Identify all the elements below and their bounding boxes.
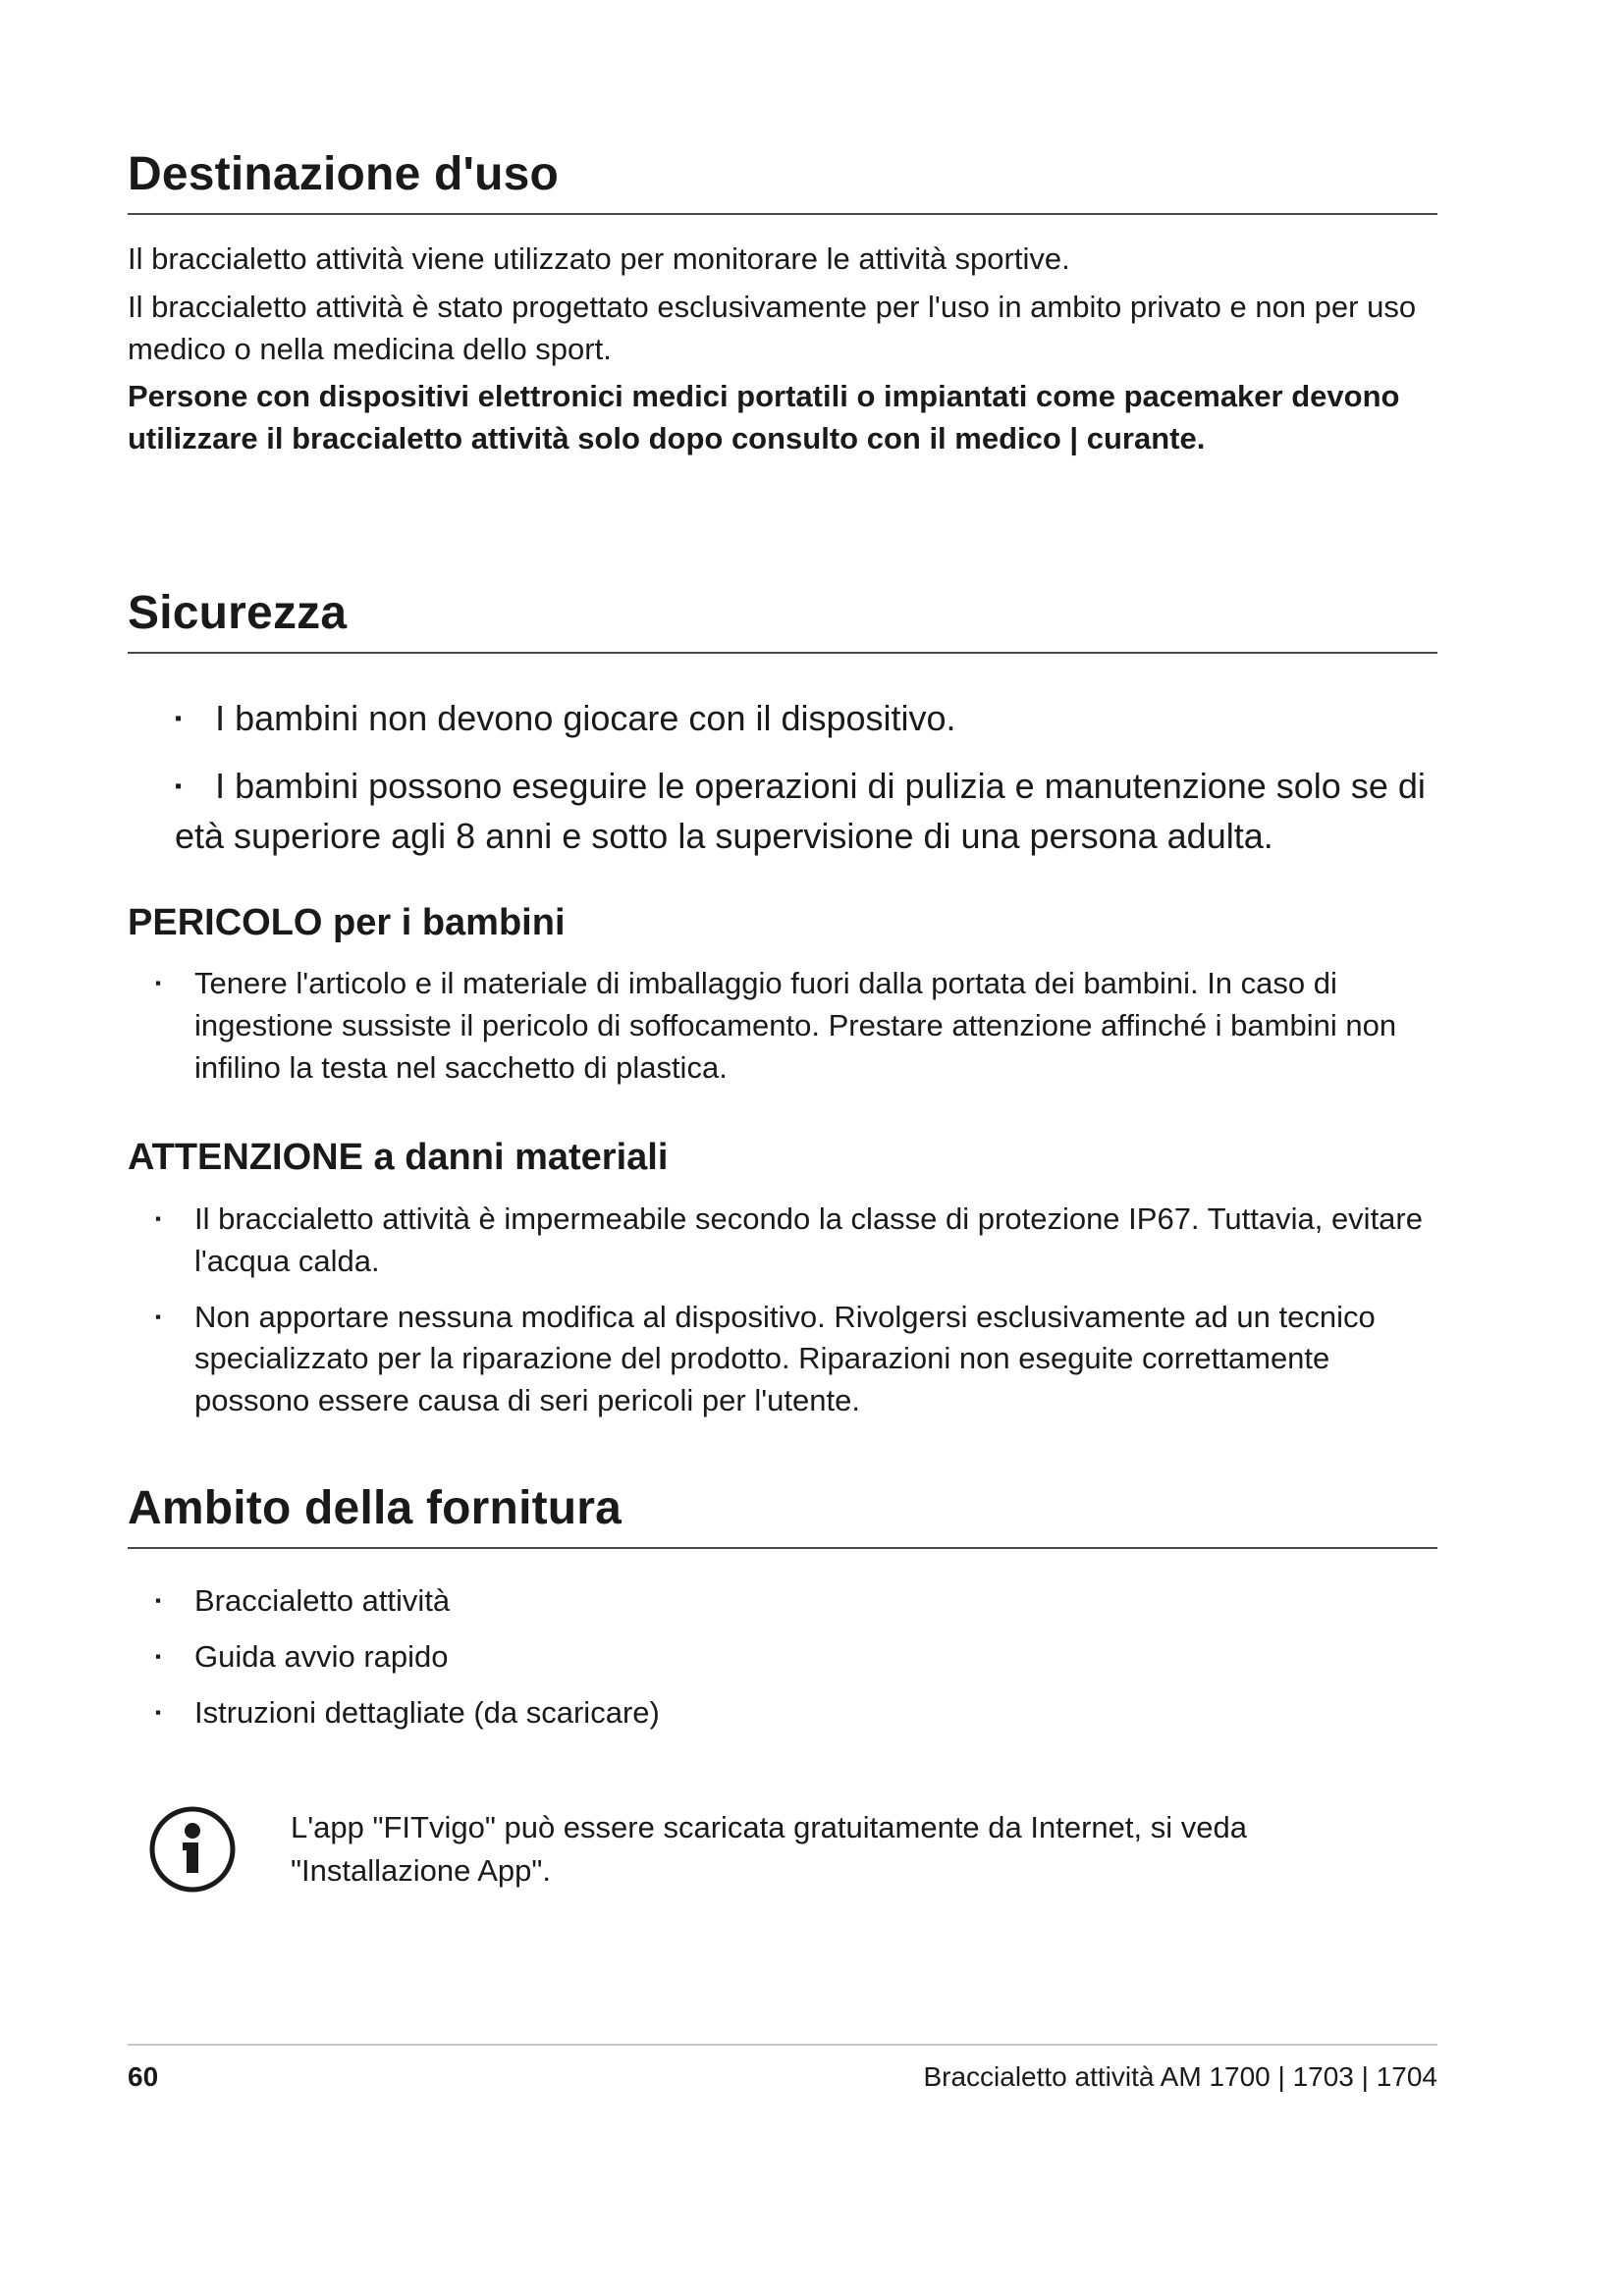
list-item-text: I bambini possono eseguire le operazioni di pulizia e manutenzione solo se di età superiore agli 8 anni e sotto la supervisione di una persona adulta. [175, 766, 1426, 857]
bullet-icon: ▪ [155, 974, 162, 993]
list-item-text: Il braccialetto attività è impermeabile secondo la classe di protezione IP67. Tuttavia, evitare l'acqua calda. [194, 1201, 1423, 1278]
list-item [128, 1636, 1437, 1679]
section-sicurezza [128, 586, 1437, 1422]
list-item [128, 761, 1437, 861]
list-item-text: Guida avvio rapido [194, 1638, 449, 1674]
bullet-icon: ▪ [175, 708, 183, 730]
list-item [128, 1297, 1437, 1422]
section-title-sicurezza: Sicurezza [128, 586, 1437, 654]
list-item-text: Non apportare nessuna modifica al dispositivo. Rivolgersi esclusivamente ad un tecnico specializzato per la riparazione del prodotto. Riparazioni non eseguite correttamente possono essere causa di seri pericoli per l'utente. [194, 1299, 1376, 1418]
paragraph: Il braccialetto attività viene utilizzato per monitorare le attività sportive. [128, 241, 1070, 277]
list-item-text: Tenere l'articolo e il materiale di imballaggio fuori dalla portata dei bambini. In caso di ingestione sussiste il pericolo di soffocamento. Prestare attenzione affinché i bambini non infilino la testa nel sacchetto di plastica. [194, 966, 1397, 1085]
bullet-icon: ▪ [155, 1646, 162, 1666]
list-item [128, 1692, 1437, 1735]
bullet-icon: ▪ [175, 775, 183, 798]
warning-paragraph: Persone con dispositivi elettronici medici portatili o impiantati come pacemaker devono utilizzare il braccialetto attività solo dopo consulto con il medico | curante. [128, 379, 1400, 456]
subsection-title-pericolo: PERICOLO per i bambini [128, 901, 566, 943]
footer-product-line: Braccialetto attività AM 1700 | 1703 | 1704 [923, 2061, 1437, 2092]
list-item-text: Braccialetto attività [194, 1583, 451, 1619]
bullet-icon: ▪ [155, 1209, 162, 1229]
info-note-text: L'app "FITvigo" può essere scaricata gratuitamente da Internet, si veda "Installazione App". [291, 1810, 1247, 1889]
paragraph: Il braccialetto attività è stato progettato esclusivamente per l'uso in ambito privato e non per uso medico o nella medicina dello sport. [128, 289, 1417, 366]
page-number: 60 [128, 2061, 159, 2092]
page-footer [128, 2044, 1437, 2093]
page-content [128, 147, 1437, 1895]
list-item [128, 1580, 1437, 1623]
section-title-ambito-fornitura: Ambito della fornitura [128, 1481, 1437, 1549]
bullet-icon: ▪ [155, 1591, 162, 1611]
list-item [128, 1199, 1437, 1283]
info-icon [147, 1804, 238, 1895]
bullet-icon: ▪ [155, 1702, 162, 1722]
section-ambito-fornitura [128, 1481, 1437, 1895]
section-title-destinazione-uso: Destinazione d'uso [128, 147, 1437, 215]
list-item [128, 693, 1437, 743]
subsection-title-attenzione: ATTENZIONE a danni materiali [128, 1137, 669, 1179]
bullet-icon: ▪ [155, 1307, 162, 1326]
list-item-text: Istruzioni dettagliate (da scaricare) [194, 1694, 660, 1730]
section-destinazione-uso [128, 147, 1437, 460]
list-item [128, 963, 1437, 1089]
info-note [147, 1804, 1437, 1895]
list-item-text: I bambini non devono giocare con il dispositivo. [215, 698, 956, 739]
